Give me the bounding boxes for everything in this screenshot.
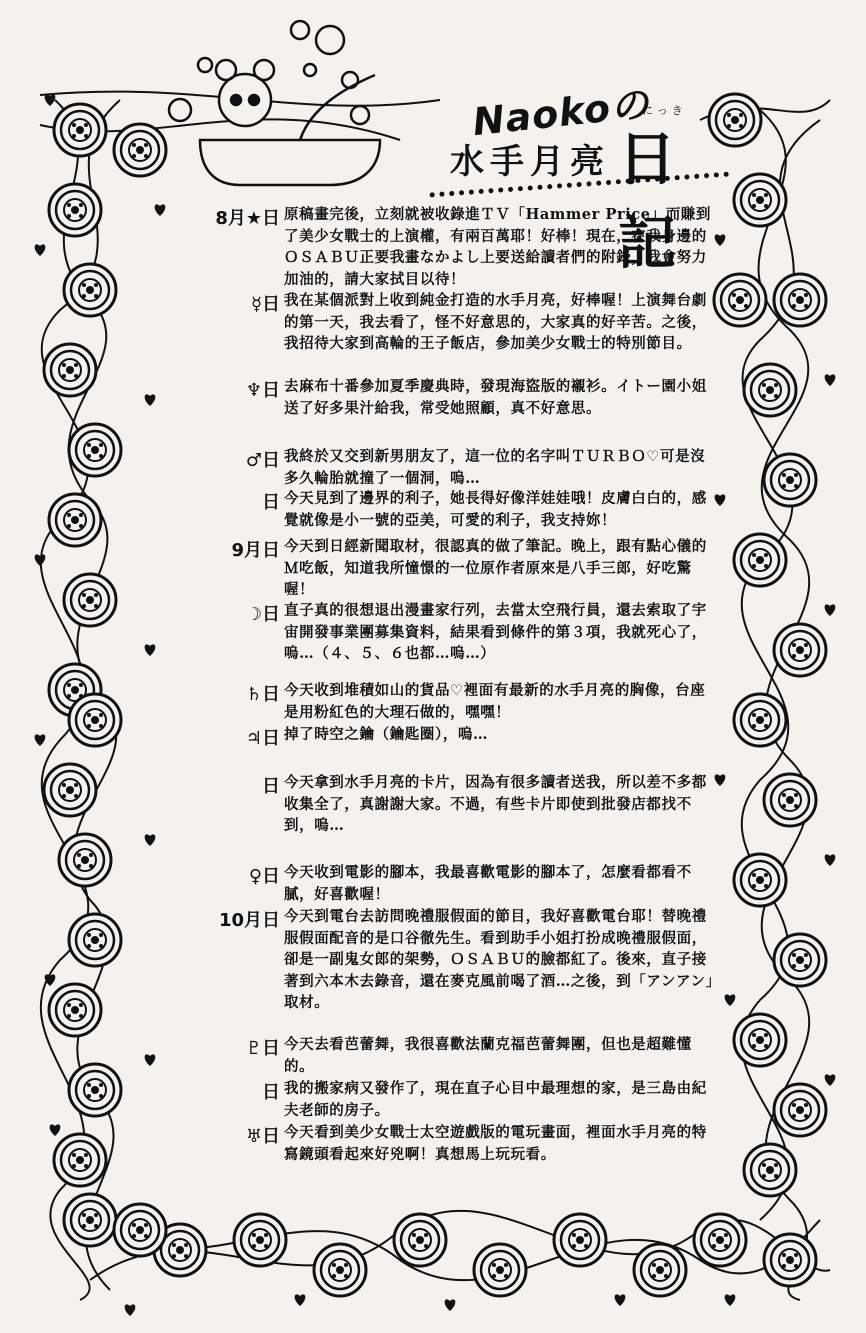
entry-date: 日 (262, 492, 280, 513)
title-naoko: Naokoの (470, 81, 652, 145)
entry-text: 今天到日經新聞取材，很認真的做了筆記。晚上，跟有點心儀的Ｍ吃飯，知道我所憧憬的一位原作者原來是八手三郎，好吃驚喔！ (284, 538, 707, 598)
entry-text: 今天看到美少女戰士太空遊戲版的電玩畫面，裡面水手月亮的特寫鏡頭看起來好兇啊！真想馬上玩玩看。 (284, 1124, 707, 1163)
entry-text: 今天收到堆積如山的貨品♡裡面有最新的水手月亮的胸像，台座是用粉紅色的大理石做的，嘿嘿！ (284, 682, 706, 721)
entry-date: ♅日 (245, 1126, 280, 1147)
title-sailormoon: 水手月亮 (450, 142, 610, 182)
entry-date: 日 (262, 776, 280, 797)
entry-date: 8月★日 (215, 208, 280, 229)
entry-text: 今天到電台去訪問晚禮服假面的節目，我好喜歡電台耶！替晚禮服假面配音的是口谷徹先生。看到助手小姐打扮成晚禮服假面，卻是一副鬼女郎的架勢，ＯＳＡＢＵ的臉都紅了。後來，直子接著到六本木去錄音，還在麥克風前喝了酒…之後，到「アンアン」取材。 (284, 908, 714, 1011)
entry-date: ♄日 (245, 684, 280, 705)
diary-entries (196, 196, 716, 1176)
entry-date: ♀日 (248, 866, 280, 887)
entry-date: ♂日 (245, 450, 280, 471)
title-ruby: にっき (642, 104, 687, 117)
entry-text: 原稿畫完後，立刻就被收錄進ＴＶ「Hammer Price」而賺到了美少女戰士的上演權，有兩百萬耶！好棒！現在，在我身邊的ＯＳＡＢＵ正要我畫なかよし上要送給讀者們的附錄，我會努力加油的，請大家拭目以待！ (284, 206, 711, 288)
entry-date: ♇日 (245, 1038, 280, 1059)
entry-text: 直子真的很想退出漫畫家行列，去當太空飛行員，還去索取了宇宙開發事業團募集資料，結果看到條件的第３項，我就死心了，嗚…（４、５、６也都…嗚…） (284, 602, 707, 662)
entry-date: ☽日 (245, 604, 280, 625)
entry-text: 今天拿到水手月亮的卡片，因為有很多讀者送我，所以差不多都收集全了，真謝謝大家。不過，有些卡片即使到批發店都找不到，嗚… (284, 774, 707, 834)
entry-text: 今天收到電影的腳本，我最喜歡電影的腳本了，怎麼看都看不膩，好喜歡喔！ (284, 864, 692, 903)
entry-text: 去麻布十番參加夏季慶典時，發現海盜版的襯衫。イトー園小姐送了好多果汁給我，常受她照顧，真不好意思。 (284, 378, 707, 417)
title-diary: 日記 (618, 125, 677, 277)
entry-text: 我在某個派對上收到純金打造的水手月亮，好棒喔！上演舞台劇的第一天，我去看了，怪不好意思的，大家真的好辛苦。之後，我招待大家到高輪的王子飯店，參加美少女戰士的特別節目。 (284, 292, 707, 352)
entry-date: ☿日 (250, 294, 280, 315)
entry-text: 我終於又交到新男朋友了，這一位的名字叫ＴＵＲＢＯ♡可是沒多久輪胎就撞了一個洞，嗚… (284, 448, 706, 487)
entry-date: 9月日 (231, 540, 280, 561)
entry-text: 今天見到了邊界的利子，她長得好像洋娃娃哦！皮膚白白的，感覺就像是小一號的亞美，可愛的利子，我支持妳！ (284, 490, 707, 529)
entry-text: 我的搬家病又發作了，現在直子心目中最理想的家，是三島由紀夫老師的房子。 (284, 1080, 707, 1119)
entry-date: 日 (262, 1082, 280, 1103)
entry-text: 掉了時空之鑰（鑰匙圈），嗚… (284, 726, 489, 743)
entry-date: 10月日 (218, 910, 280, 931)
bathtub-girl-illustration (169, 21, 380, 185)
entry-text: 今天去看芭蕾舞，我很喜歡法蘭克福芭蕾舞團，但也是超難懂的。 (284, 1036, 692, 1075)
entry-date: ♃日 (245, 728, 280, 749)
entry-date: ♆日 (245, 380, 280, 401)
